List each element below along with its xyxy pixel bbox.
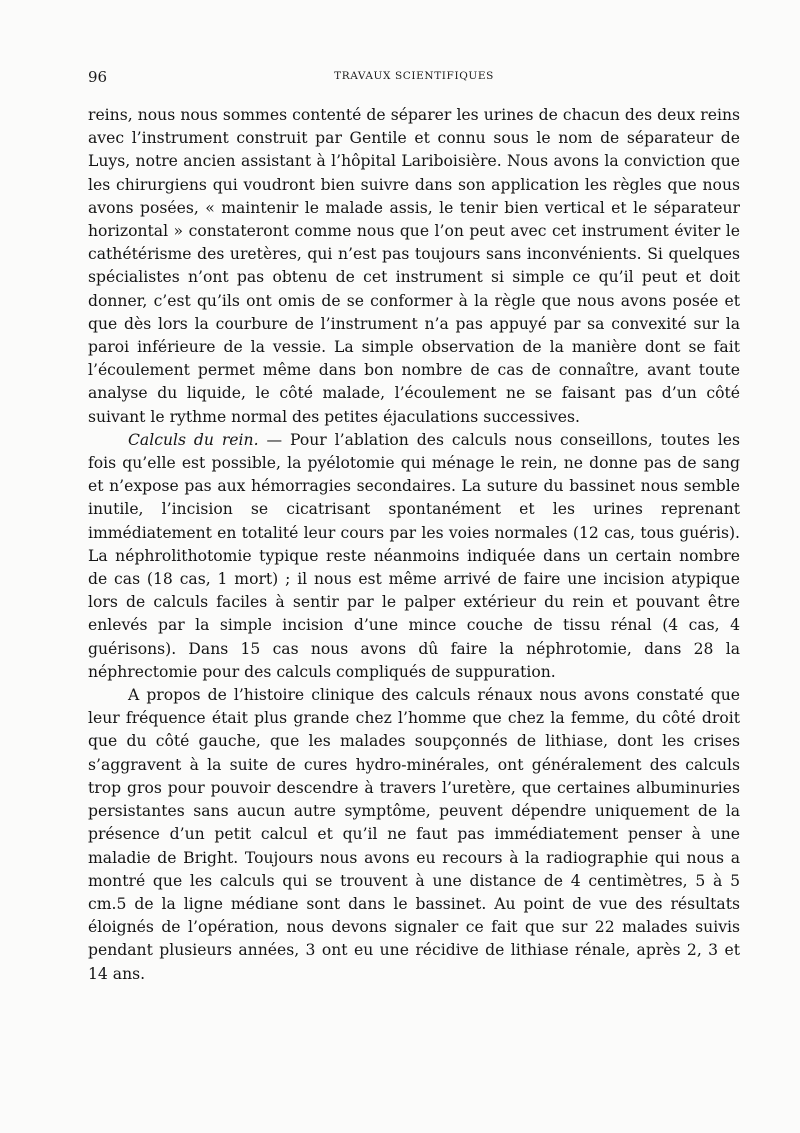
section-title-calculs-du-rein: Calculs du rein.: [128, 430, 259, 449]
paragraph-calculs-du-rein-body: — Pour l’ablation des calculs nous conseillons, toutes les fois qu’elle est possible, la pyélotomie qui ménage le rein, ne donne pas de sang et n’expose pas aux hémorragies secondaires. La suture du bassinet nous semble inutile, l’incision se cicatrisant spontanément et les urines reprenant immédiatement en totalité leur cours par les voies normales (12 cas, tous guéris). La néphrolithotomie typique reste néanmoins indiquée dans un certain nombre de cas (18 cas, 1 mort) ; il nous est même arrivé de faire une incision atypique lors de calculs faciles à sentir par le palper extérieur du rein et pouvant être enlevés par la simple incision d’une mince couche de tissu rénal (4 cas, 4 guérisons). Dans 15 cas nous avons dû faire la néphrotomie, dans 28 la néphrectomie pour des calculs compliqués de suppuration.: [88, 430, 741, 681]
paragraph-calculs-du-rein: [88, 429, 740, 684]
paragraph-histoire-clinique: A propos de l’histoire clinique des calculs rénaux nous avons constaté que leur fréquence était plus grande chez l’homme que chez la femme, du côté droit que du côté gauche, que les malades soupçonnés de lithiase, dont les crises s’aggravent à la suite de cures hydro-minérales, ont généralement des calculs trop gros pour pouvoir descendre à travers l’uretère, que certaines albuminuries persistantes sans aucun autre symptôme, peuvent dépendre uniquement de la présence d’un petit calcul et qu’il ne faut pas immédiatement penser à une maladie de Bright. Toujours nous avons eu recours à la radiographie qui nous a montré que les calculs qui se trouvent à une distance de 4 centimètres, 5 à 5 cm.5 de la ligne médiane sont dans le bassinet. Au point de vue des résultats éloignés de l’opération, nous devons signaler ce fait que sur 22 malades suivis pendant plusieurs années, 3 ont eu une récidive de lithiase rénale, après 2, 3 et 14 ans.: [88, 686, 740, 983]
body-text: [88, 104, 740, 986]
paragraph-separateur-luys: reins, nous nous sommes contenté de séparer les urines de chacun des deux reins avec l’instrument construit par Gentile et connu sous le nom de séparateur de Luys, notre ancien assistant à l’hôpital Lariboisière. Nous avons la conviction que les chirurgiens qui voudront bien suivre dans son application les règles que nous avons posées, « maintenir le malade assis, le tenir bien vertical et le séparateur horizontal » constateront comme nous que l’on peut avec cet instrument éviter le cathétérisme des uretères, qui n’est pas toujours sans inconvénients. Si quelques spécialistes n’ont pas obtenu de cet instrument si simple ce qu’il peut et doit donner, c’est qu’ils ont omis de se conformer à la règle que nous avons posée et que dès lors la courbure de l’instrument n’a pas appuyé par sa convexité sur la paroi inférieure de la vessie. La simple observation de la manière dont se fait l’écoulement permet même dans bon nombre de cas de connaître, avant toute analyse du liquide, le côté malade, l’écoulement ne se faisant pas d’un côté suivant le rythme normal des petites éjaculations successives.: [88, 106, 740, 426]
running-head: TRAVAUX SCIENTIFIQUES: [334, 70, 494, 82]
page-header: [88, 68, 740, 88]
page-number: 96: [88, 68, 108, 86]
